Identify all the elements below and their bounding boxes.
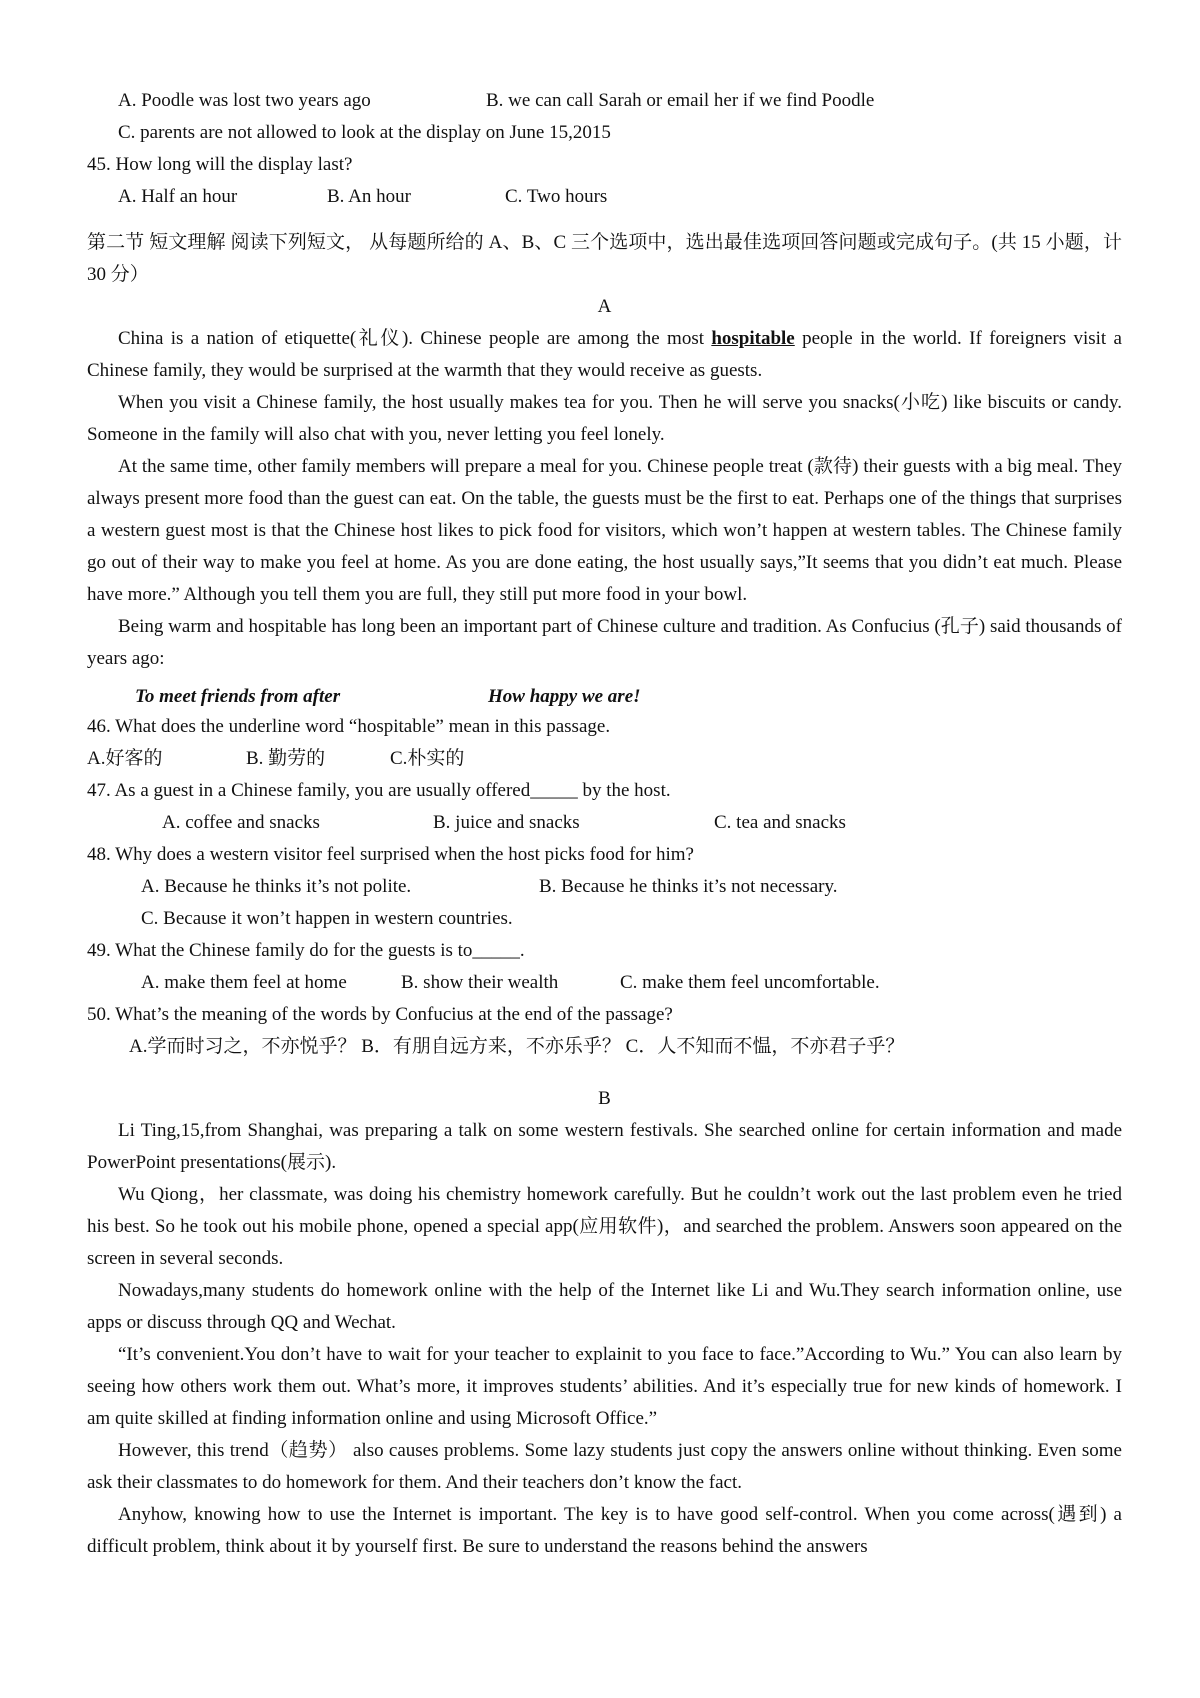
passage-b-paragraph-6: Anyhow, knowing how to use the Internet is important. The key is to have good self-control. When you come across(遇到) a difficult problem, think about it by yourself first. Be sure to understand the reasons behind the answers bbox=[87, 1504, 1122, 1557]
q49-option-b: B. show their wealth bbox=[401, 972, 559, 993]
q45-option-c: C. Two hours bbox=[505, 186, 608, 207]
q49-option-a: A. make them feel at home bbox=[141, 972, 347, 993]
passage-b-paragraph-1: Li Ting,15,from Shanghai, was preparing a talk on some western festivals. She searched online for certain information and made PowerPoint presentations(展示). bbox=[87, 1120, 1122, 1173]
q46-question: 46. What does the underline word “hospitable” mean in this passage. bbox=[87, 716, 611, 737]
passage-a-paragraph-2: When you visit a Chinese family, the host usually makes tea for you. Then he will serve you snacks(小吃) like biscuits or candy. Someone in the family will also chat with you, never letting you feel lonely. bbox=[87, 392, 1122, 445]
q46-option-a: A.好客的 bbox=[87, 748, 163, 769]
q46-options bbox=[87, 743, 1122, 775]
passage-b-paragraph-4: “It’s convenient.You don’t have to wait for your teacher to explainit to you face to face.”According to Wu.” You can also learn by seeing how others work them out. What’s more, it improves students’ abilities. And it’s especially true for new kinds of homework. I am quite skilled at finding information online and using Microsoft Office.” bbox=[87, 1344, 1122, 1429]
q48-options-row-1 bbox=[87, 871, 1122, 903]
section2-heading: 第二节 短文理解 阅读下列短文， 从每题所给的 A、B、C 三个选项中，选出最佳选项回答问题或完成句子。(共 15 小题，计 30 分） bbox=[87, 232, 1122, 285]
passage-b-paragraph-2: Wu Qiong，her classmate, was doing his chemistry homework carefully. But he couldn’t work out the last problem even he tried his best. So he took out his mobile phone, opened a special app(应用软件)，and searched the problem. Answers soon appeared on the screen in several seconds. bbox=[87, 1184, 1122, 1269]
quote-line-right: How happy we are! bbox=[488, 686, 641, 707]
q48-option-b: B. Because he thinks it’s not necessary. bbox=[539, 876, 838, 897]
q44-option-b: B. we can call Sarah or email her if we find Poodle bbox=[486, 90, 875, 111]
q44-options-row-1 bbox=[87, 85, 1122, 117]
q47-option-c: C. tea and snacks bbox=[714, 812, 846, 833]
passage-a-paragraph-1: China is a nation of etiquette(礼仪). Chinese people are among the most hospitable people in the world. If foreigners visit a Chinese family, they would be surprised at the warmth that they would receive as guests. bbox=[87, 328, 1122, 381]
q45-option-a: A. Half an hour bbox=[118, 186, 238, 207]
q50-options: A.学而时习之，不亦悦乎？ B．有朋自远方来，不亦乐乎？ C．人不知而不愠，不亦君子乎？ bbox=[129, 1036, 905, 1057]
keyword-hospitable: hospitable bbox=[711, 328, 795, 349]
q48-question: 48. Why does a western visitor feel surprised when the host picks food for him? bbox=[87, 844, 694, 865]
passage-a-label: A bbox=[597, 296, 612, 317]
q48-option-c: C. Because it won’t happen in western countries. bbox=[141, 908, 513, 929]
q46-option-b: B. 勤劳的 bbox=[246, 748, 326, 769]
q47-option-a: A. coffee and snacks bbox=[162, 812, 320, 833]
passage-b-label: B bbox=[598, 1088, 611, 1109]
q47-options bbox=[87, 807, 1122, 839]
q46-option-c: C.朴实的 bbox=[390, 748, 465, 769]
confucius-quote bbox=[87, 683, 1122, 711]
exam-page bbox=[87, 85, 1122, 1563]
q45-option-b: B. An hour bbox=[327, 186, 411, 207]
q47-question: 47. As a guest in a Chinese family, you are usually offered_____ by the host. bbox=[87, 780, 671, 801]
q49-question: 49. What the Chinese family do for the guests is to_____. bbox=[87, 940, 525, 961]
q48-option-a: A. Because he thinks it’s not polite. bbox=[141, 876, 412, 897]
passage-b-paragraph-3: Nowadays,many students do homework online with the help of the Internet like Li and Wu.They search information online, use apps or discuss through QQ and Wechat. bbox=[87, 1280, 1122, 1333]
passage-a-paragraph-3: At the same time, other family members will prepare a meal for you. Chinese people treat (款待) their guests with a big meal. They always present more food than the guest can eat. On the table, the guests must be the first to eat. Perhaps one of the things that surprises a western guest most is that the Chinese host likes to pick food for visitors, which won’t happen at western tables. The Chinese family go out of their way to make you feel at home. As you are done eating, the host usually says,”It seems that you didn’t eat much. Please have more.” Although you tell them you are full, they still put more food in your bowl. bbox=[87, 456, 1122, 605]
q45-question: 45. How long will the display last? bbox=[87, 154, 353, 175]
q44-option-c: C. parents are not allowed to look at the display on June 15,2015 bbox=[118, 122, 611, 143]
q49-options bbox=[87, 967, 1122, 999]
quote-line-left: To meet friends from after bbox=[135, 686, 341, 707]
q44-option-a: A. Poodle was lost two years ago bbox=[118, 90, 371, 111]
passage-a-paragraph-4: Being warm and hospitable has long been an important part of Chinese culture and tradition. As Confucius (孔子) said thousands of years ago: bbox=[87, 616, 1122, 669]
q45-options bbox=[87, 181, 1122, 213]
q49-option-c: C. make them feel uncomfortable. bbox=[620, 972, 880, 993]
passage-b-paragraph-5: However, this trend（趋势） also causes problems. Some lazy students just copy the answers online without thinking. Even some ask their classmates to do homework for them. And their teachers don’t know the fact. bbox=[87, 1440, 1122, 1493]
q47-option-b: B. juice and snacks bbox=[433, 812, 580, 833]
q50-question: 50. What’s the meaning of the words by Confucius at the end of the passage? bbox=[87, 1004, 673, 1025]
